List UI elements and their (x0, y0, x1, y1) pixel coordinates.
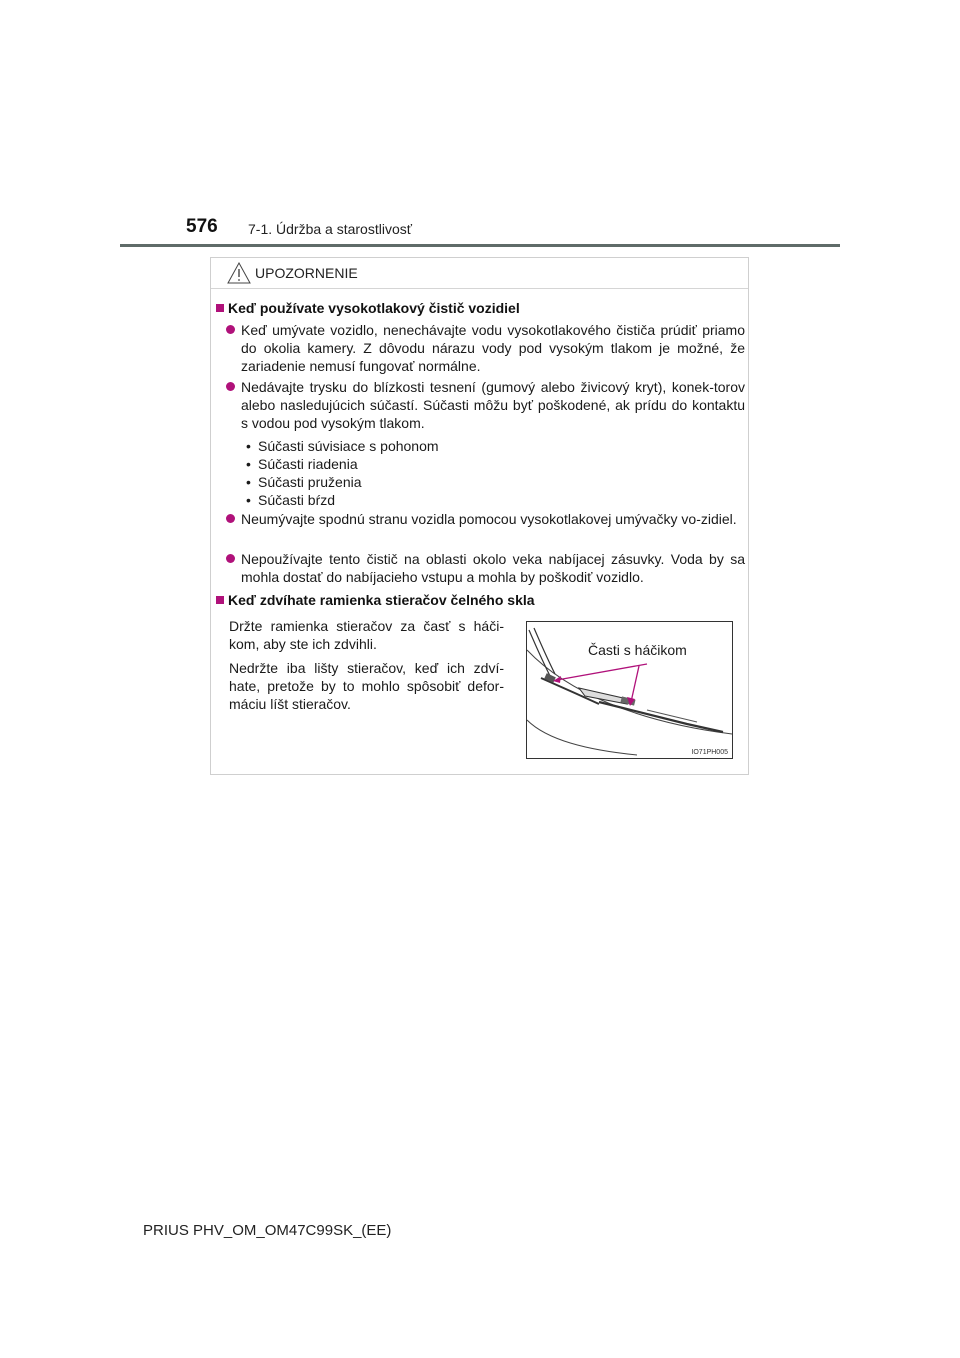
bullet-text: Nepoužívajte tento čistič na oblasti okolo veka nabíjacej zásuvky. Voda by sa mohla dostať do nabíjacieho vstupu a mohla by poškodiť vozidlo. (241, 551, 745, 585)
section-heading-wiper-arms (216, 592, 535, 608)
wiper-illustration (526, 621, 733, 759)
heading-text: Keď zdvíhate ramienka stieračov čelného skla (228, 592, 535, 608)
section-heading-pressure-washer (216, 300, 520, 316)
bullet-item (226, 321, 745, 375)
heading-text: Keď používate vysokotlakový čistič vozidiel (228, 300, 520, 316)
bullet-text: Neumývajte spodnú stranu vozidla pomocou vysokotlakovej umývačky vo-zidiel. (241, 511, 737, 527)
header-rule (120, 244, 840, 247)
section-title: 7-1. Údržba a starostlivosť (248, 221, 412, 237)
warning-header (211, 258, 748, 289)
figure-code: IO71PH005 (691, 749, 728, 756)
document-id-footer: PRIUS PHV_OM_OM47C99SK_(EE) (143, 1222, 392, 1239)
bullet-dot-icon (226, 514, 235, 523)
sublist-item: • Súčasti bŕzd (246, 491, 439, 509)
square-bullet-icon (216, 596, 224, 604)
page-number: 576 (186, 216, 218, 237)
bullet-item (226, 378, 745, 432)
bullet-dot-icon (226, 554, 235, 563)
warning-label: UPOZORNENIE (255, 265, 358, 281)
components-sublist (246, 437, 439, 509)
instruction-paragraph: Držte ramienka stieračov za časť s háči-kom, aby ste ich zdvihli. (229, 618, 504, 652)
sublist-item: • Súčasti pruženia (246, 473, 439, 491)
warning-triangle-icon (227, 262, 251, 284)
bullet-item (226, 550, 745, 586)
bullet-text: Keď umývate vozidlo, nenechávajte vodu vysokotlakového čističa prúdiť priamo do okolia kamery. Z dôvodu nárazu vody pod vysokým tlakom je možné, že zariadenie nemusí fungovať normálne. (241, 322, 745, 374)
instruction-paragraph: Nedržte iba lišty stieračov, keď ich zdví-hate, pretože by to mohlo spôsobiť defor-máciu líšt stieračov. (229, 660, 504, 712)
square-bullet-icon (216, 304, 224, 312)
bullet-dot-icon (226, 382, 235, 391)
bullet-text: Nedávajte trysku do blízkosti tesnení (gumový alebo živicový kryt), konek-torov alebo nasledujúcich súčastí. Súčasti môžu byť poškodené, ak prídu do kontaktu s vodou pod vysokým tlakom. (241, 379, 745, 431)
bullet-dot-icon (226, 325, 235, 334)
sublist-item: • Súčasti riadenia (246, 455, 439, 473)
bullet-item (226, 510, 745, 528)
warning-box (210, 257, 749, 775)
figure-callout-label: Časti s háčikom (588, 642, 687, 658)
sublist-item: • Súčasti súvisiace s pohonom (246, 437, 439, 455)
